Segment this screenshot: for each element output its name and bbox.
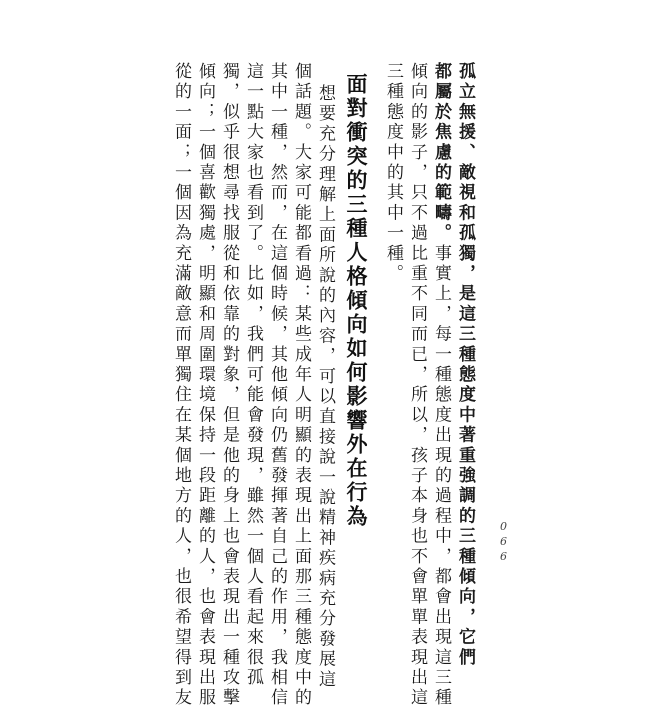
body-line-3: 其中一種，然而，在這個時候，其他傾向仍舊發揮著自己的作用，我相信: [267, 62, 287, 708]
section-heading: 面對衝突的三種人格傾向如何影響外在行為: [344, 73, 368, 529]
top-line-2-rest: 事實上，每一種態度出現的過程中，都會出現這三種: [431, 243, 451, 708]
top-line-2-bold: 都屬於焦慮的範疇。: [431, 62, 451, 244]
top-line-2: [432, 62, 449, 708]
top-line-3: 傾向的影子，只不過比重不同而已，所以，孩子本身也不會單單表現出這: [407, 62, 427, 708]
body-line-5: 獨，似乎很想尋找服從和依靠的對象，但是他的身上也會表現出一種攻擊: [219, 62, 239, 708]
body-line-6: 傾向；一個喜歡獨處，明顯和周圍環境保持一段距離的人，也會表現出服: [195, 62, 215, 708]
body-line-1: 想要充分理解上面所說的內容，可以直接說一說精神疾病充分發展這: [315, 84, 335, 690]
body-line-7: 從的一面；一個因為充滿敵意而單獨住在某個地方的人，也很希望得到友: [171, 62, 191, 708]
top-line-1: 孤立無援、敵視和孤獨，是這三種態度中著重強調的三種傾向，它們: [455, 62, 475, 668]
page-number: 066: [497, 520, 510, 565]
body-line-4: 這一點大家也看到了。比如，我們可能會發現，雖然一個人看起來很孤: [243, 62, 263, 689]
body-line-2: 個話題。大家可能都看過：某些成年人明顯的表現出上面那三種態度中的: [291, 62, 311, 708]
top-line-4: 三種態度中的其中一種。: [383, 62, 403, 285]
